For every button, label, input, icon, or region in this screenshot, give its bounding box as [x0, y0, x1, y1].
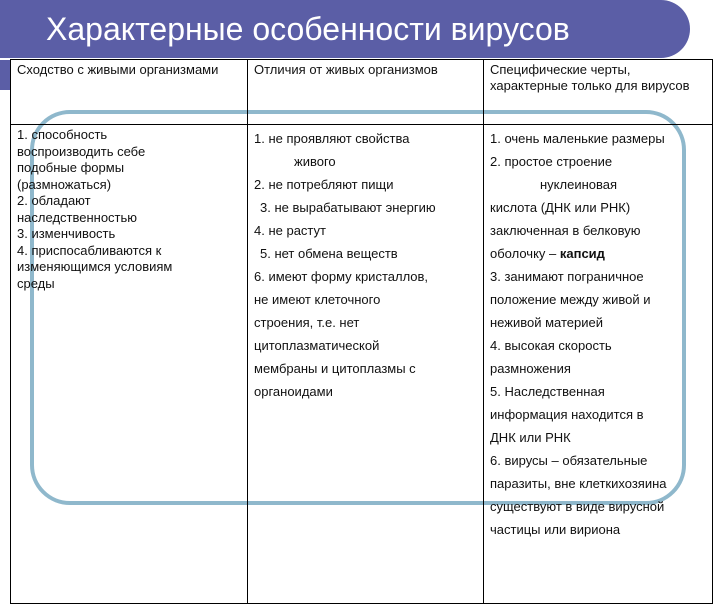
- list-item: изменяющимся условиям: [17, 259, 173, 274]
- list-item: нуклеиновая: [540, 177, 618, 192]
- list-item: 2. не потребляют пищи: [254, 177, 394, 192]
- capsid-term: капсид: [559, 246, 605, 261]
- list-item: 3. занимают пограничное: [490, 269, 644, 284]
- list-item: 6. имеют форму кристаллов,: [254, 269, 429, 284]
- list-item: размножения: [490, 361, 571, 376]
- list-item: 4. не растут: [254, 223, 326, 238]
- list-item: мембраны и цитоплазмы с: [254, 361, 416, 376]
- list-item: частицы или вириона: [490, 522, 621, 537]
- list-item: 1. способность: [17, 127, 108, 142]
- list-item: подобные формы: [17, 160, 125, 175]
- specific-traits-cell: [484, 125, 713, 604]
- list-item: 6. вирусы – обязательные: [490, 453, 648, 468]
- list-item: ДНК или РНК: [490, 430, 571, 445]
- list-item: органоидами: [254, 384, 333, 399]
- list-item: (размножаться): [17, 176, 112, 192]
- list-item: [490, 242, 706, 265]
- differences-cell: [248, 125, 484, 604]
- list-item: заключенная в белковую: [490, 223, 641, 238]
- list-item: 4. высокая скорость: [490, 338, 612, 353]
- table-row: [11, 125, 713, 604]
- list-item: живого: [294, 154, 336, 169]
- header-specific-traits: Специфические черты, характерные только для вирусов: [484, 60, 713, 125]
- list-item: 5. Наследственная: [490, 384, 605, 399]
- comparison-table: [10, 59, 713, 604]
- list-item: 2. обладают: [17, 193, 91, 208]
- list-item: строения, т.е. нет: [254, 315, 360, 330]
- header-differences: Отличия от живых организмов: [248, 60, 484, 125]
- list-item: 1. очень маленькие размеры: [490, 131, 665, 146]
- list-item: 3. изменчивость: [17, 226, 116, 241]
- list-item: 2. простое строение: [490, 154, 613, 169]
- list-item: неживой материей: [490, 315, 603, 330]
- list-item: кислота (ДНК или РНК): [490, 200, 631, 215]
- list-item: 5. нет обмена веществ: [260, 246, 398, 261]
- list-item: положение между живой и: [490, 292, 651, 307]
- list-item: не имеют клеточного: [254, 292, 381, 307]
- decorative-accent: [0, 60, 10, 90]
- list-item: 4. приспосабливаются к: [17, 242, 162, 258]
- list-item: паразиты, вне клеткихозяина: [490, 476, 667, 491]
- list-item: 3. не вырабатывают энергию: [260, 200, 436, 215]
- list-item: среды: [17, 275, 55, 291]
- list-item-text: оболочку –: [490, 246, 560, 261]
- list-item: информация находится в: [490, 407, 644, 422]
- page-title: Характерные особенности вирусов: [0, 0, 690, 58]
- list-item: 1. не проявляют свойства: [254, 131, 410, 146]
- list-item: наследственностью: [17, 209, 138, 225]
- list-item: воспроизводить себе: [17, 143, 146, 159]
- header-similarity: Сходство с живыми организмами: [11, 60, 248, 125]
- list-item: существуют в виде вирусной: [490, 499, 665, 514]
- list-item: цитоплазматической: [254, 338, 380, 353]
- table-header-row: [11, 60, 713, 125]
- similarity-cell: [11, 125, 248, 604]
